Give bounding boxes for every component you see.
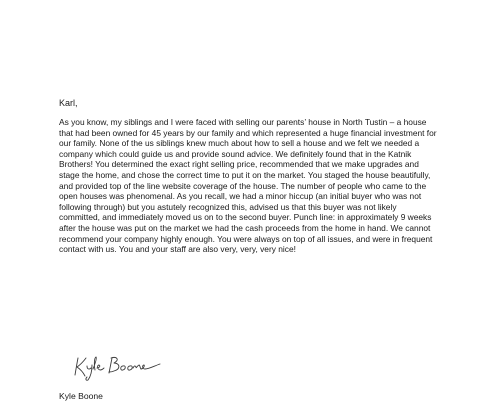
handwritten-signature (72, 352, 168, 382)
signer-name: Kyle Boone (59, 391, 103, 401)
salutation: Karl, (59, 98, 78, 108)
letter-body: As you know, my siblings and I were faced with selling our parents’ house in North Tustin – a house that had been owned for 45 years by our family and which represented a huge financial investment for our family. None of the us siblings knew much about how to sell a house and we felt we needed a company which could guide us and provide sound advice. We definitely found that in the Katnik Brothers! You determined the exact right selling price, recommended that we make upgrades and stage the home, and chose the correct time to put it on the market. You staged the house beautifully, and provided top of the line website coverage of the house. The number of people who came to the open houses was phenomenal. As you recall, we had a minor hiccup (an initial buyer who was not following through) but you astutely recognized this, advised us that this buyer was not likely committed, and immediately moved us on to the second buyer. Punch line: in approximately 9 weeks after the house was put on the market we had the cash proceeds from the home in hand. We cannot recommend your company highly enough. You were always on top of all issues, and were in frequent contact with us. You and your staff are also very, very, very nice! (59, 117, 437, 255)
testimonial-letter (59, 0, 439, 410)
